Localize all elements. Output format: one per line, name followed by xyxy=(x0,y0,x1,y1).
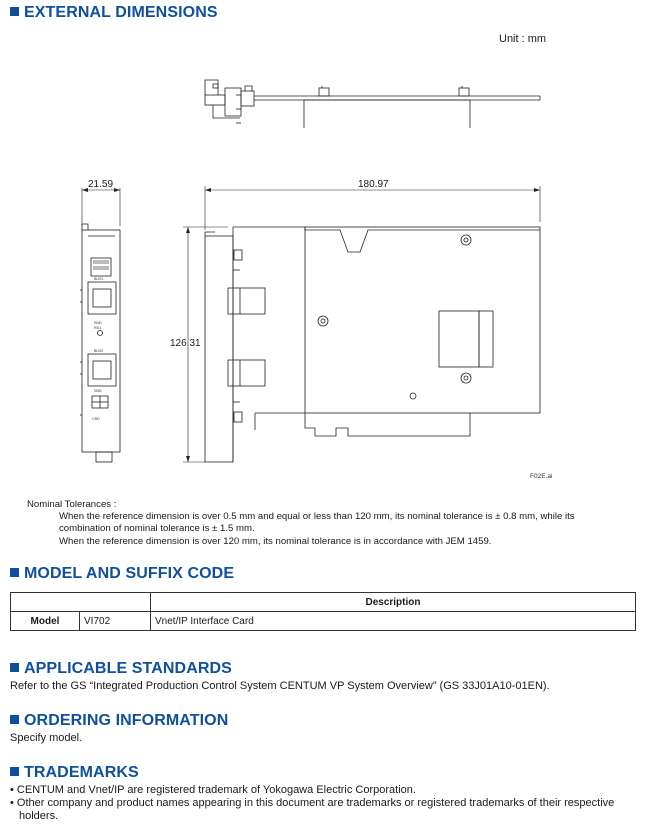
table-header-description: Description xyxy=(151,593,636,612)
section-square-icon xyxy=(10,767,19,776)
section-square-icon xyxy=(10,663,19,672)
svg-text:RD1: RD1 xyxy=(94,326,102,330)
tolerance-line-1: When the reference dimension is over 0.5 mm and equal or less than 120 mm, its nominal tolerance is ± 0.8 mm, while its xyxy=(59,511,575,523)
trademark-item-2: • Other company and product names appearing in this document are trademarks or registered trademarks of their respective holders. xyxy=(10,797,615,822)
section-title-standards: APPLICABLE STANDARDS xyxy=(10,660,232,678)
tolerance-heading: Nominal Tolerances : xyxy=(27,499,117,510)
svg-text:BUS1: BUS1 xyxy=(94,277,104,281)
tolerance-line-3: When the reference dimension is over 120 mm, its nominal tolerance is in accordance with JEM 1459. xyxy=(59,535,492,547)
nominal-tolerances xyxy=(27,499,627,548)
table-row xyxy=(11,612,636,631)
section-title-ordering: ORDERING INFORMATION xyxy=(10,712,228,730)
trademark-item-1: • CENTUM and Vnet/IP are registered trademark of Yokogawa Electric Corporation. xyxy=(10,784,416,796)
figure-id: F02E.ai xyxy=(530,473,553,480)
section-title-model-suffix: MODEL AND SUFFIX CODE xyxy=(10,565,234,583)
dimension-arrows xyxy=(82,188,540,462)
ordering-text: Specify model. xyxy=(10,732,83,744)
front-view xyxy=(205,227,540,462)
tolerance-line-2: combination of nominal tolerance is ± 1.5 mm. xyxy=(59,523,255,535)
model-table xyxy=(10,592,636,631)
top-view xyxy=(205,80,540,128)
dim-label-height: 126.31 xyxy=(170,338,201,349)
dim-label-width: 21.59 xyxy=(88,179,114,190)
table-header-row xyxy=(11,593,636,612)
svg-text:SND: SND xyxy=(94,389,102,393)
section-square-icon xyxy=(10,568,19,577)
side-view-labels xyxy=(92,260,109,421)
model-code: VI702 xyxy=(80,612,151,631)
svg-text:CRD: CRD xyxy=(92,417,100,421)
unit-label: Unit : mm xyxy=(499,33,547,45)
svg-text:SND: SND xyxy=(94,321,102,325)
table-row-label: Model xyxy=(11,612,80,631)
section-square-icon xyxy=(10,715,19,724)
section-title-trademarks: TRADEMARKS xyxy=(10,764,139,782)
section-title-external-dimensions: EXTERNAL DIMENSIONS xyxy=(10,4,218,22)
svg-text:BUS2: BUS2 xyxy=(94,349,104,353)
standards-text: Refer to the GS “Integrated Production Control System CENTUM VP System Overview” (GS 33J01A10-01EN). xyxy=(10,680,550,692)
side-view xyxy=(80,224,120,462)
model-description: Vnet/IP Interface Card xyxy=(151,612,636,631)
dim-label-length: 180.97 xyxy=(358,179,389,190)
